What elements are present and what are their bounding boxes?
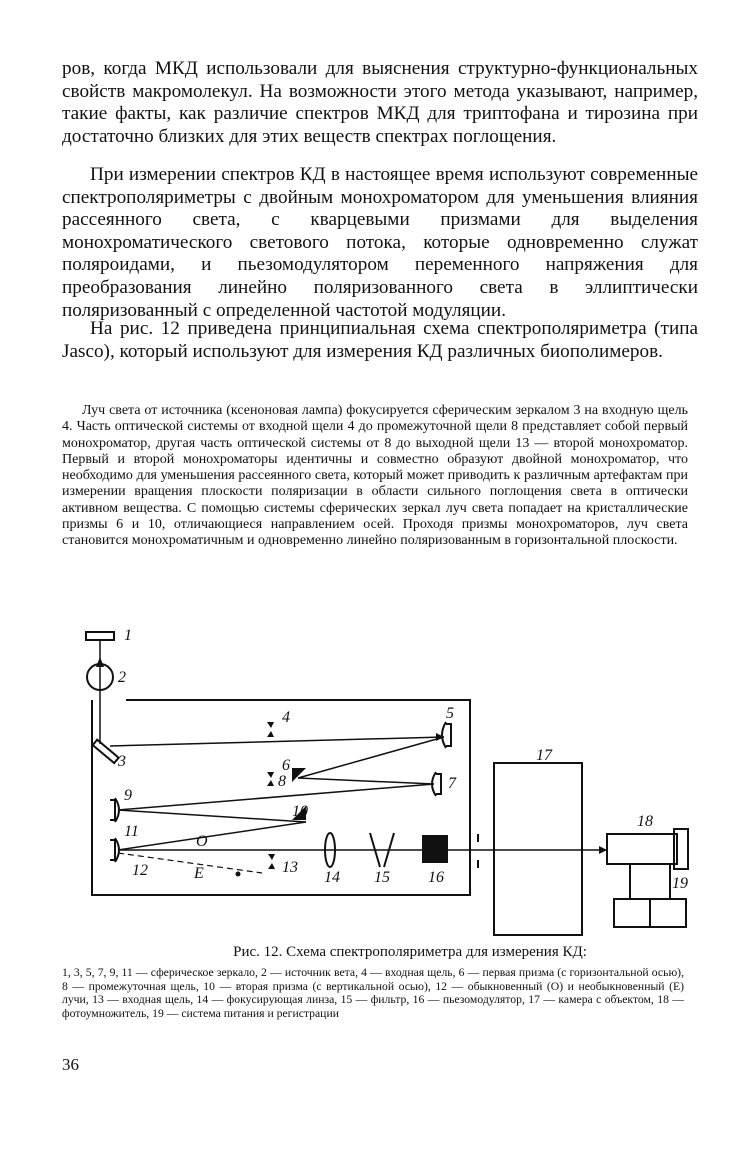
source-1 bbox=[86, 632, 114, 640]
label-16: 16 bbox=[428, 869, 444, 886]
label-1: 1 bbox=[124, 627, 132, 644]
label-7: 7 bbox=[448, 775, 456, 792]
sample-chamber-17 bbox=[494, 763, 582, 935]
paragraph-3: На рис. 12 приведена принципиальная схема спектрополяриметра (типа Jasco), который используют для измерения КД различных биополимеров. bbox=[62, 318, 698, 362]
label-9: 9 bbox=[124, 787, 132, 804]
label-8: 8 bbox=[278, 773, 286, 790]
page-number: 36 bbox=[62, 1055, 79, 1074]
small-print-paragraph: Луч света от источника (ксеноновая лампа) фокусируется сферическим зеркалом 3 на входную щель 4. Часть оптической системы от входной щели 4 до промежуточной щели 8 представляет собой первый монохроматор, другая часть оптической системы от 8 до выходной щели 13 — второй монохроматор. Первый и второй монохроматоры идентичны и совместно образуют двойной монохроматор, что необходимо для уменьшения рассеянного света, который может приводить к различным артефактам при измерении вращения плоскости поляризации в области сильного поглощения света в оптически активном вещества. С помощью системы сферических зеркал луч света попадает на кристаллические призмы 6 и 10, отличающиеся направлением осей. Проходя призмы монохроматоров, луч света становится монохроматичным и одновременно линейно поляризованным в горизонтальной плоскости. bbox=[62, 403, 688, 549]
figure-legend: 1, 3, 5, 7, 9, 11 — сферическое зеркало, 2 — источник вета, 4 — входная щель, 6 — первая призма (с горизонтальной осью), 8 — промежуточная щель, 10 — вторая призма (с вертикальной осью), 12 — обыкновенный (О) и необыкновенный (Е) лучи, 13 — входная щель, 14 — фокусирующая линза, 15 — фильтр, 16 — пьезомодулятор, 17 — камера с объектом, 18 — фотоумножитель, 19 — система питания и регистрации bbox=[62, 966, 684, 1020]
figure-caption: Рис. 12. Схема спектрополяриметра для измерения КД: bbox=[233, 944, 587, 960]
paragraph-1: ров, когда МКД использовали для выяснения структурно-функциональных свойств макромолекул. На возможности этого метода указывают, например, такие факты, как различие спектров МКД для триптофана и тирозина при достаточно близких для этих веществ спектрах поглощения. bbox=[62, 58, 698, 147]
mirror-11 bbox=[110, 838, 119, 862]
label-6: 6 bbox=[282, 757, 290, 774]
label-11: 11 bbox=[124, 823, 139, 840]
power-supply-19 bbox=[630, 864, 670, 899]
label-18: 18 bbox=[637, 813, 653, 830]
label-5: 5 bbox=[446, 705, 454, 722]
intermediate-slit-8 bbox=[267, 772, 274, 786]
paragraph-2: При измерении спектров КД в настоящее время используют современные спектрополяриметры с двойным монохроматором для уменьшения влияния рассеянного света, с кварцевыми призмами для выделения монохроматического светового потока, которые одновременно служат поляроидами, и пьезомодулятором переменного напряжения для преобразования линейно поляризованного света в эллиптически поляризованный с определенной частотой модуляции. bbox=[62, 164, 698, 321]
label-17: 17 bbox=[536, 747, 552, 764]
prism-6 bbox=[292, 768, 306, 782]
e-ray-dot bbox=[236, 872, 241, 877]
label-12: 12 bbox=[132, 862, 148, 879]
label-10: 10 bbox=[292, 803, 308, 820]
mirror-3 bbox=[93, 740, 119, 763]
slit-13 bbox=[268, 854, 275, 869]
paragraph-continuation bbox=[62, 58, 698, 148]
mirror-9 bbox=[110, 798, 119, 822]
label-14: 14 bbox=[324, 869, 340, 886]
photomultiplier-18 bbox=[607, 834, 677, 864]
label-2: 2 bbox=[118, 669, 126, 686]
mirror-5 bbox=[442, 722, 451, 748]
entrance-slit-4 bbox=[267, 722, 274, 737]
label-15: 15 bbox=[374, 869, 390, 886]
label-4: 4 bbox=[282, 709, 290, 726]
label-e-ray: E bbox=[194, 865, 204, 882]
label-19: 19 bbox=[672, 875, 688, 892]
paragraph-figure-ref bbox=[62, 318, 698, 363]
label-13: 13 bbox=[282, 859, 298, 876]
label-o-ray: O bbox=[196, 833, 208, 850]
piezomodulator-16 bbox=[422, 835, 448, 863]
housing-outline bbox=[92, 700, 470, 895]
spectropolarimeter-diagram bbox=[62, 620, 702, 940]
paragraph-cd-spectra bbox=[62, 164, 698, 322]
label-3: 3 bbox=[118, 753, 126, 770]
